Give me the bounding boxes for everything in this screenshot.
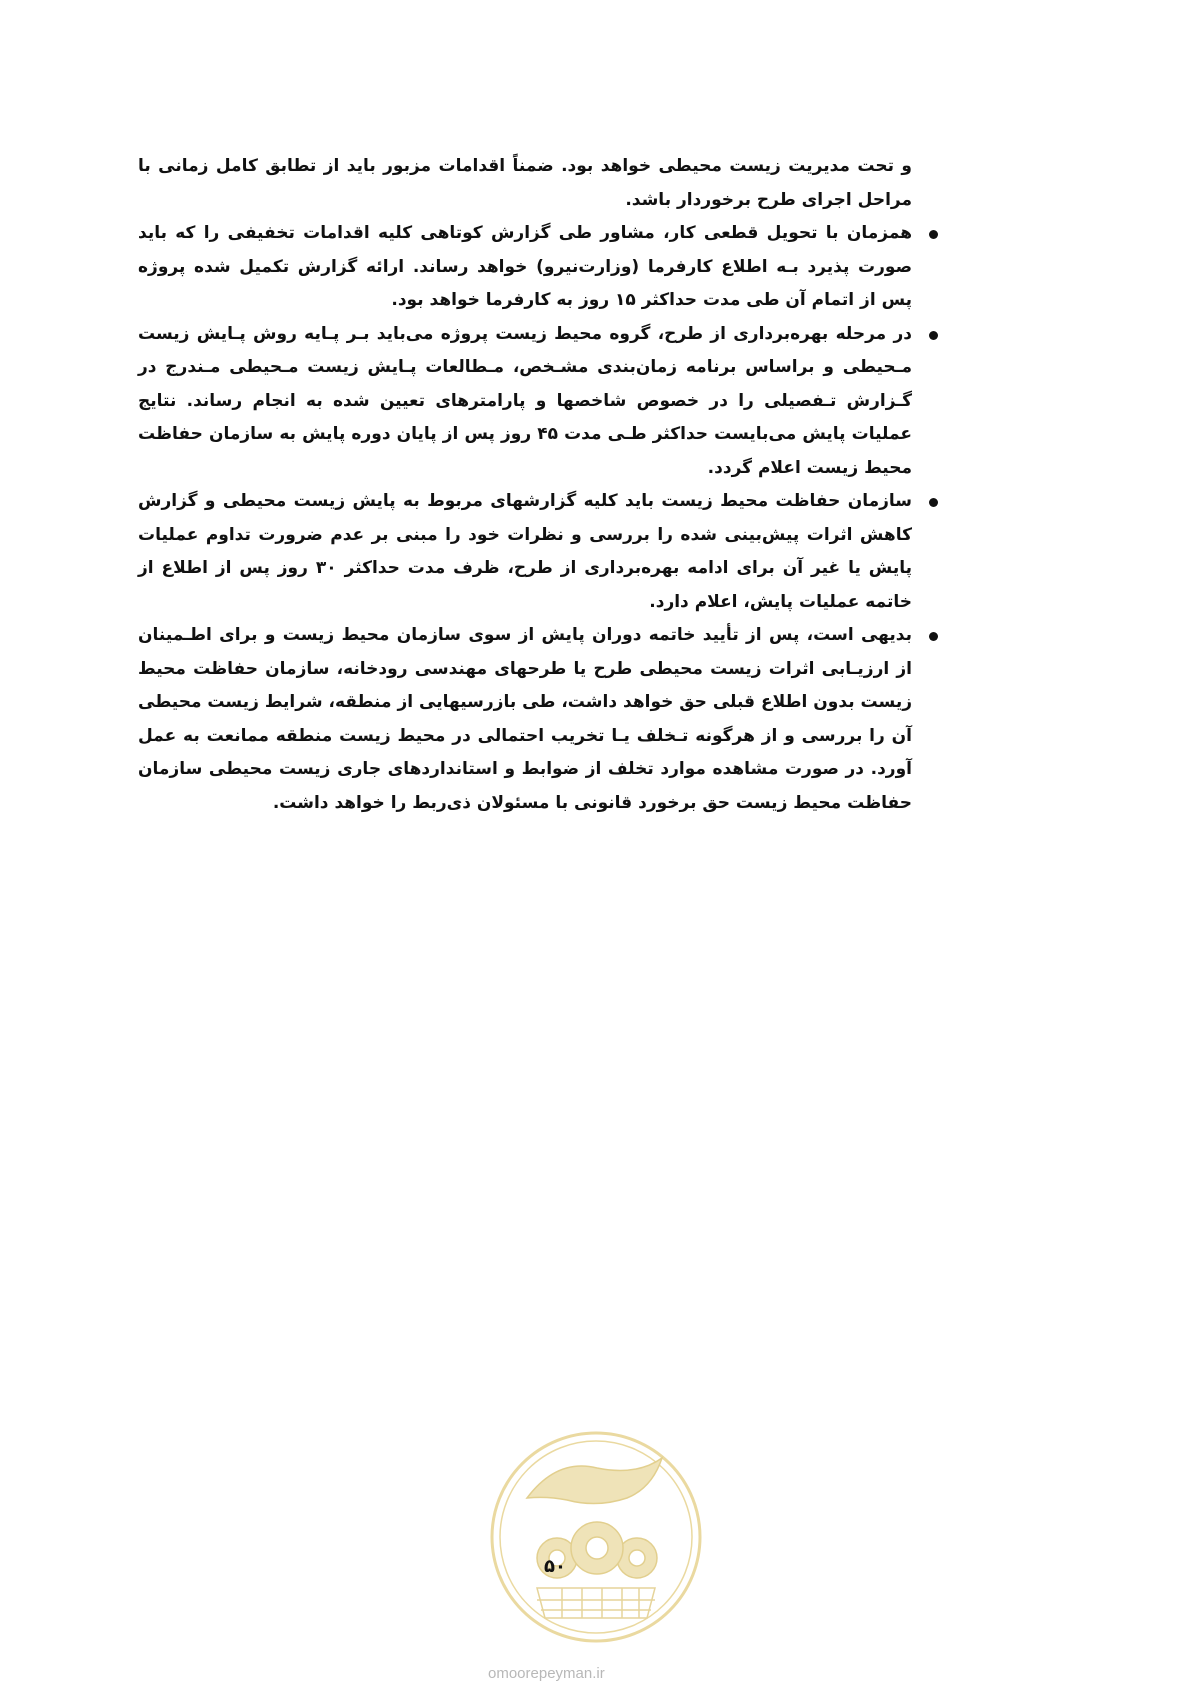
bullet-item: [138, 485, 938, 619]
bullet-dot-icon: [929, 331, 938, 340]
bullet-text: سازمان حفاظت محیط زیست باید کلیه گزارشهای مربوط به پایش زیست محیطی و گزارش کاهش اثرات پیش‌بینی شده را بررسی و نظرات خود را مبنی بر عدم ضرورت تداوم عملیات پایش یا غیر آن برای ادامه بهره‌برداری از طرح، ظرف مدت حداکثر ۳۰ روز پس از اطلاع از خاتمه عملیات پایش، اعلام دارد.: [138, 491, 912, 612]
site-watermark-text: omoorepeyman.ir: [488, 1665, 605, 1682]
intro-paragraph: و تحت مدیریت زیست محیطی خواهد بود. ضمناً اقدامات مزبور باید از تطابق کامل زمانی با مراحل اجرای طرح برخوردار باشد.: [138, 156, 912, 210]
page-number: ۵۰: [544, 1556, 566, 1577]
bullet-dot-icon: [929, 230, 938, 239]
bullet-item: [138, 217, 938, 318]
bullet-item: [138, 318, 938, 486]
bullet-text: همزمان با تحویل قطعی کار، مشاور طی گزارش کوتاهی کلیه اقدامات تخفیفی را که باید صورت پذیرد بـه اطلاع کارفرما (وزارت‌نیرو) خواهد رساند. ارائه گزارش تکمیل شده پروژه پس از اتمام آن طی مدت حداکثر ۱۵ روز به کارفرما خواهد بود.: [138, 223, 912, 310]
bullet-dot-icon: [929, 632, 938, 641]
bullet-text: بدیهی است، پس از تأیید خاتمه دوران پایش از سوی سازمان محیط زیست و برای اطـمینان از ارزیـابی اثرات زیست محیطی طرح یا طرحهای مهندسی رودخانه، سازمان حفاظت محیط زیست بدون اطلاع قبلی حق خواهد داشت، طی بازرسیهایی از منطقه، شرایط زیست محیطی آن را بررسی و از هرگونه تـخلف یـا تخریب احتمالی در محیط زیست منطقه ممانعت به عمل آورد. در صورت مشاهده موارد تخلف از ضوابط و استانداردهای جاری زیست محیطی سازمان حفاظت محیط زیست حق برخورد قانونی با مسئولان ذی‌ربط را خواهد داشت.: [138, 625, 912, 813]
omoorepeyman-seal-icon: [487, 1428, 705, 1646]
document-body: [138, 150, 938, 820]
bullet-item: [138, 619, 938, 820]
bullet-list: [138, 217, 938, 820]
bullet-text: در مرحله بهره‌برداری از طرح، گروه محیط زیست پروژه می‌باید بـر پـایه روش پـایش زیست مـحیطی و براساس برنامه زمان‌بندی مشـخص، مـطالعات پـایش زیست مـحیطی مـندرج در گـزارش تـفصیلی را در خصوص شاخصها و پارامترهای تعیین شده به انجام رساند. نتایج عملیات پایش می‌بایست حداکثر طـی مدت ۴۵ روز پس از پایان دوره پایش به سازمان حفاظت محیط زیست اعلام گردد.: [138, 323, 912, 478]
bullet-dot-icon: [929, 498, 938, 507]
